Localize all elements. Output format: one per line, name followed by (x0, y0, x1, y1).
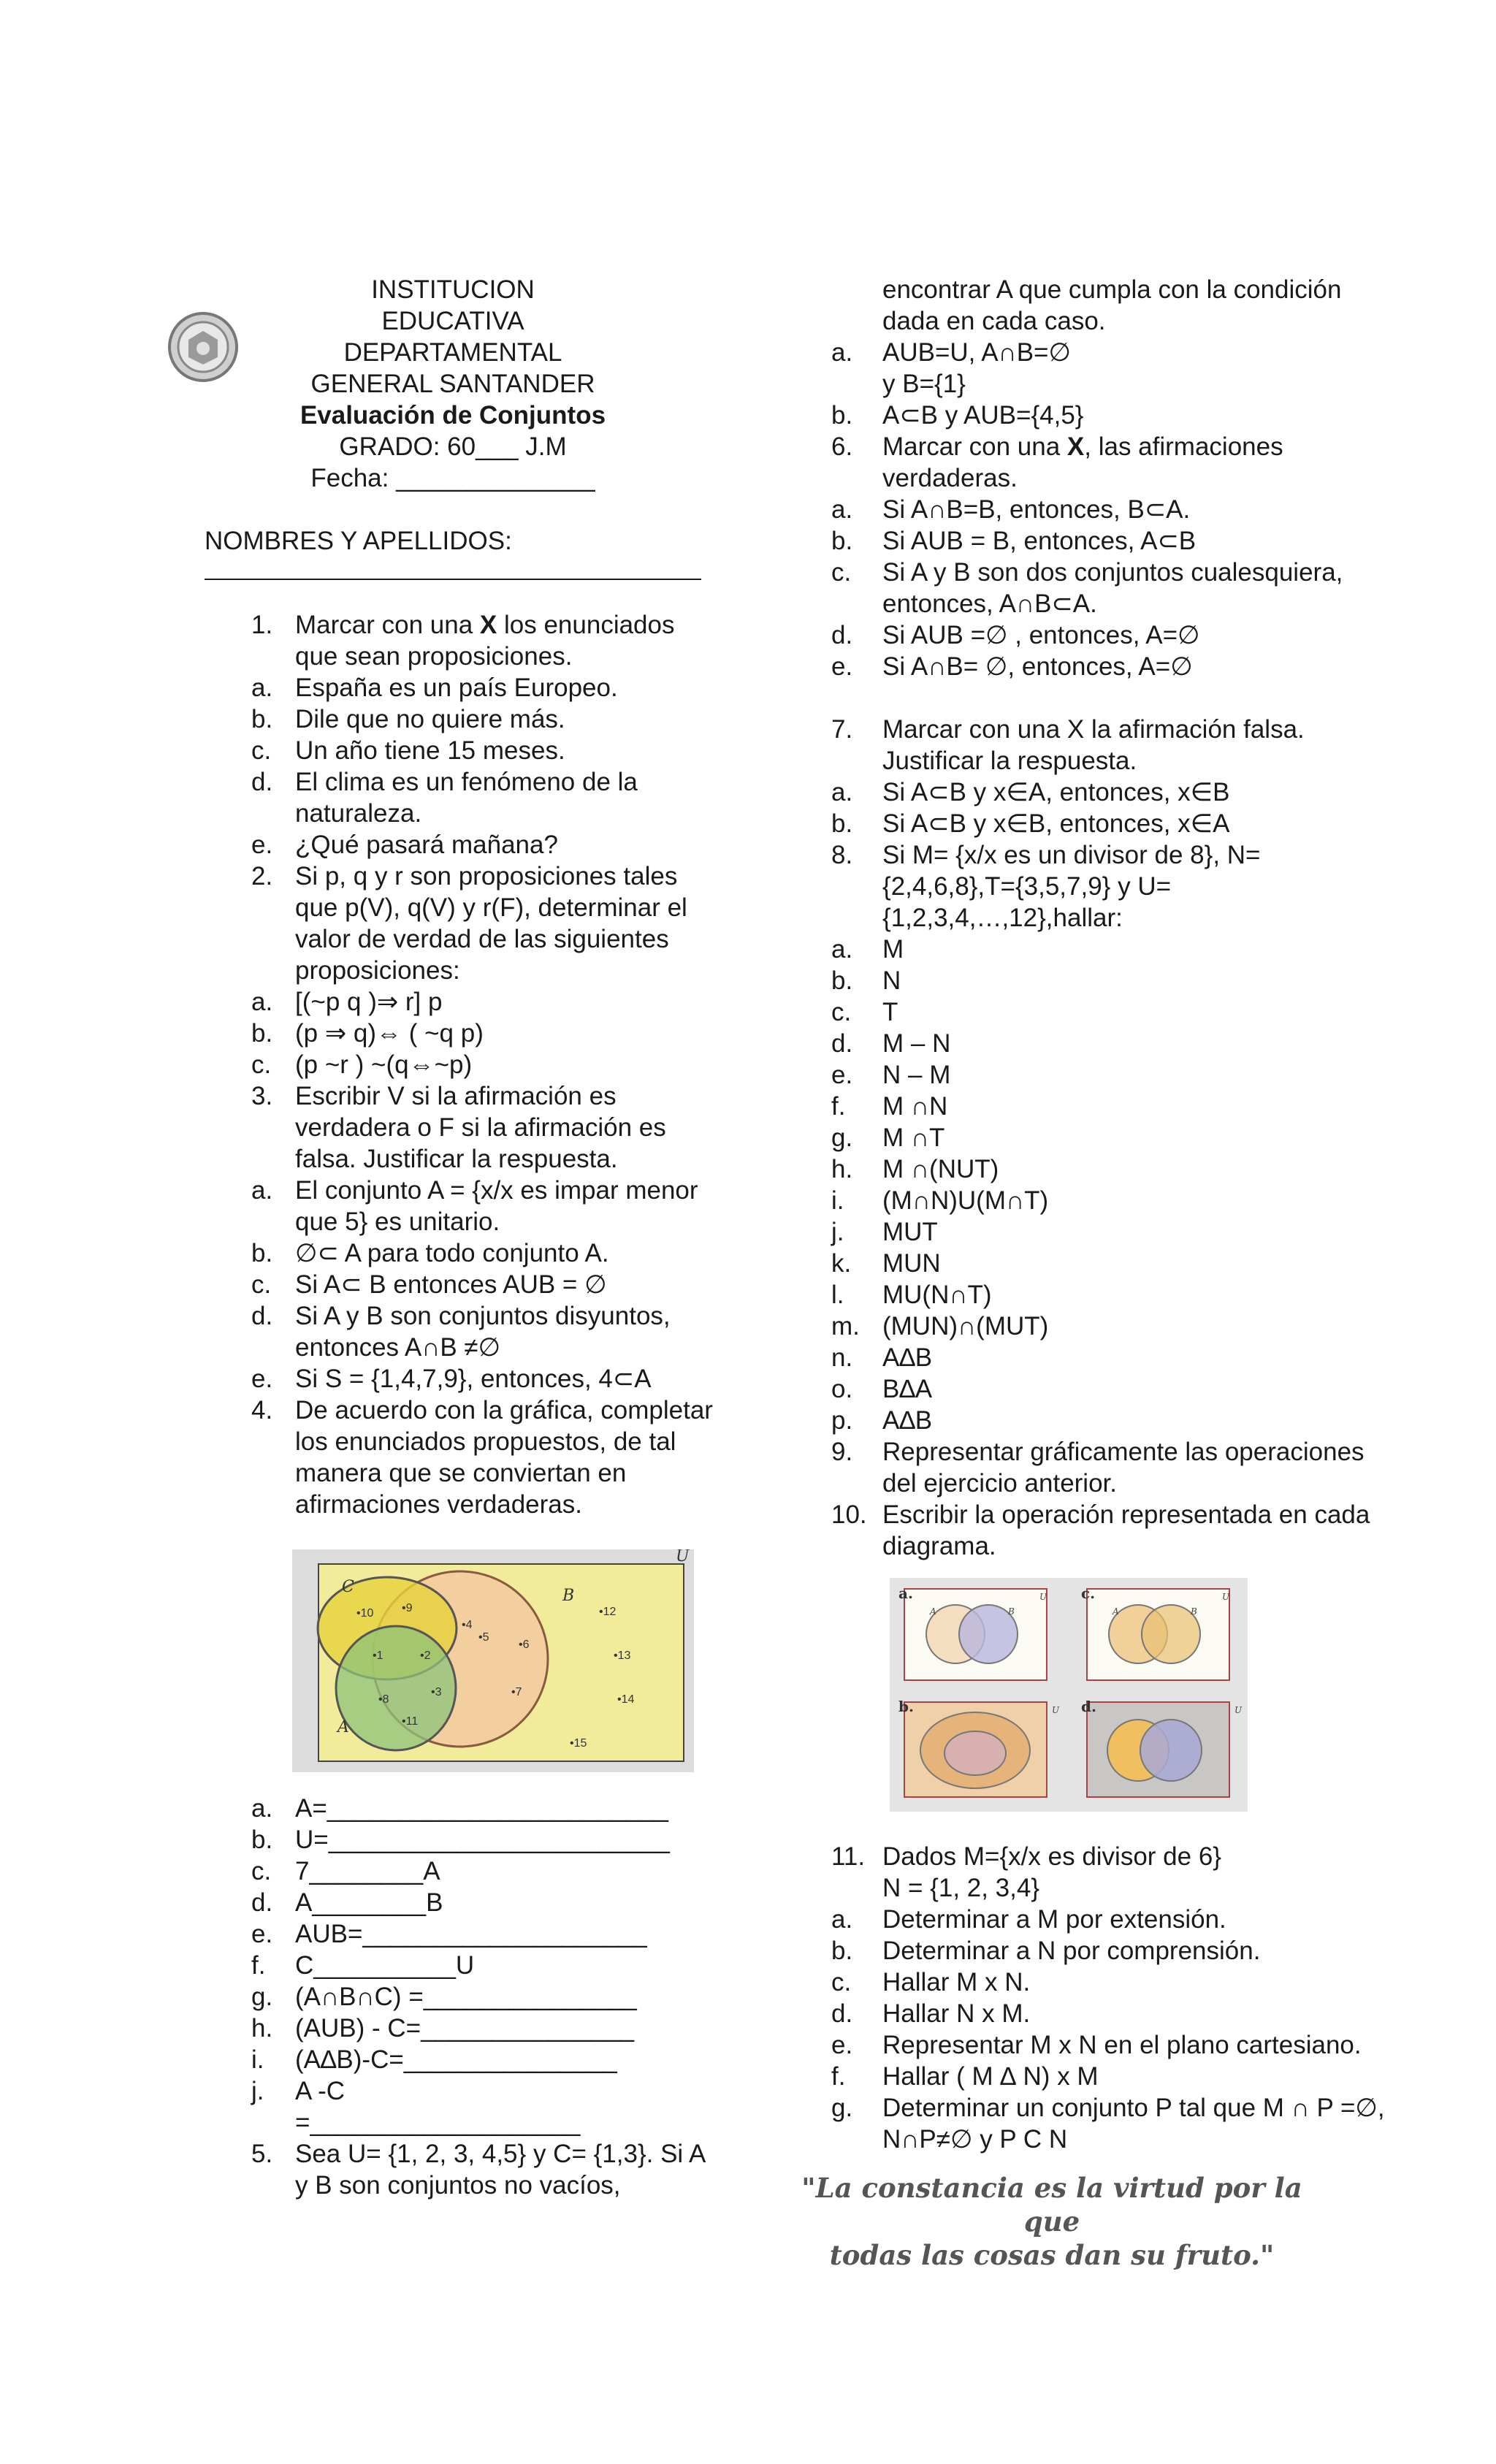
diagram-text: •10 (356, 1607, 374, 1620)
item-label: j. (251, 2077, 264, 2105)
item-label: k. (831, 1249, 852, 1278)
list-item (205, 1887, 716, 1918)
item-label: 5. (251, 2140, 273, 2168)
item-text: Si A y B son conjuntos disyuntos, entonces A∩B ≠∅ (295, 1302, 671, 1362)
question-6 (831, 431, 1386, 494)
item-text: A∆B (882, 1343, 933, 1372)
diagram-text: •8 (378, 1693, 389, 1706)
diagram-label-b: b. (898, 1698, 914, 1715)
item-label: 7. (831, 715, 853, 744)
list-item (205, 1918, 716, 1950)
item-label: e. (831, 2031, 853, 2059)
list-item (831, 2029, 1386, 2061)
item-label: a. (831, 1905, 853, 1934)
item-label: b. (831, 966, 853, 995)
list-item (205, 735, 716, 766)
left-column (205, 274, 716, 2201)
item-text: ∅⊂ A para todo conjunto A. (295, 1239, 609, 1267)
item-text: (MUN)∩(MUT) (882, 1312, 1049, 1340)
item-text: Marcar con una X, las afirmaciones verdaderas. (882, 432, 1283, 492)
list-item (831, 619, 1386, 651)
list-item (831, 1185, 1386, 1216)
item-text: (p ⇒ q)⇔ ( ~q p) (295, 1019, 484, 1048)
item-label: h. (831, 1155, 853, 1183)
list-item (205, 672, 716, 703)
list-item (205, 766, 716, 829)
list-item (205, 1269, 716, 1300)
list-item (831, 996, 1386, 1028)
item-label: 9. (831, 1438, 853, 1466)
list-item (831, 1248, 1386, 1279)
diagram-text: •5 (478, 1631, 489, 1644)
item-text: (A∩B∩C) =_______________ (295, 1983, 637, 2011)
diagram-text: •9 (402, 1602, 413, 1614)
item-text: Marcar con una X la afirmación falsa. Justificar la respuesta. (882, 715, 1305, 775)
school-name-line-3: GENERAL SANTANDER (310, 370, 595, 398)
diagram-text: •13 (614, 1649, 631, 1662)
item-text: M ∩T (882, 1124, 945, 1152)
item-text: (AUB) - C=_______________ (295, 2014, 635, 2042)
item-text: Si A⊂ B entonces AUB = ∅ (295, 1270, 607, 1299)
question-4 (205, 1395, 716, 1520)
item-label: c. (831, 998, 852, 1026)
item-label: 6. (831, 432, 853, 461)
item-label: i. (251, 2045, 264, 2074)
item-label: d. (251, 1888, 273, 1917)
list-item (831, 1153, 1386, 1185)
venn-diagram (292, 1549, 694, 1772)
item-text: N – M (882, 1061, 951, 1089)
diagram-text: U (1222, 1592, 1230, 1602)
item-label: f. (831, 1092, 846, 1121)
item-label: o. (831, 1375, 853, 1403)
venn-label-b: B (562, 1587, 575, 1605)
item-text: MUT (882, 1218, 938, 1246)
list-item (831, 1342, 1386, 1373)
diagram-text: •4 (462, 1619, 473, 1631)
diagram-text: A (930, 1606, 936, 1617)
item-text: MU(N∩T) (882, 1281, 992, 1309)
list-item (831, 2061, 1386, 2092)
item-text: Hallar M x N. (882, 1968, 1031, 1996)
item-label: e. (251, 1920, 273, 1948)
item-label: d. (831, 1029, 853, 1058)
question-8 (831, 839, 1386, 934)
diagram-text: •12 (599, 1606, 617, 1618)
list-item (831, 557, 1386, 619)
item-label: a. (251, 1794, 273, 1823)
question-2 (205, 861, 716, 986)
item-label: d. (251, 768, 273, 796)
question-7 (831, 714, 1386, 777)
item-label: 2. (251, 862, 273, 890)
item-label: a. (251, 1176, 273, 1205)
item-label: 3. (251, 1082, 273, 1110)
list-item (831, 808, 1386, 839)
question-5-continued: encontrar A que cumpla con la condición dada en cada caso. (882, 275, 1342, 335)
list-item (205, 2044, 716, 2075)
item-text: Si AUB = B, entonces, A⊂B (882, 527, 1197, 555)
list-item (831, 368, 1386, 400)
diagram-text: B (1008, 1606, 1015, 1617)
list-item (205, 1300, 716, 1363)
grado-field: GRADO: 60___ J.M (339, 432, 567, 461)
item-label: n. (831, 1343, 853, 1372)
item-label (831, 1872, 882, 1904)
item-text: Si AUB =∅ , entonces, A=∅ (882, 621, 1200, 649)
item-label: a. (251, 988, 273, 1016)
venn-label-a: A (337, 1718, 349, 1736)
item-text: Escribir V si la afirmación es verdadera o F si la afirmación es falsa. Justificar la respuesta. (295, 1082, 666, 1173)
item-label: g. (831, 1124, 853, 1152)
item-label: l. (831, 1281, 844, 1309)
list-item (205, 1049, 716, 1080)
list-item (831, 965, 1386, 996)
item-label: a. (251, 674, 273, 702)
item-text: Dados M={x/x es divisor de 6} (882, 1842, 1221, 1871)
item-text: Representar gráficamente las operaciones del ejercicio anterior. (882, 1438, 1365, 1498)
item-text: Hallar ( M ∆ N) x M (882, 2062, 1099, 2091)
item-label: e. (831, 1061, 853, 1089)
item-text: España es un país Europeo. (295, 674, 618, 702)
item-text: Representar M x N en el plano cartesiano. (882, 2031, 1362, 2059)
list-item (205, 829, 716, 861)
item-label: e. (831, 652, 853, 681)
item-label (205, 2107, 295, 2138)
item-label: 4. (251, 1396, 273, 1424)
question-9 (831, 1436, 1386, 1499)
item-text: Si A⊂B y x∈B, entonces, x∈A (882, 809, 1230, 838)
item-text: Si S = {1,4,7,9}, entonces, 4⊂A (295, 1365, 652, 1393)
list-item (831, 777, 1386, 808)
item-text: Si A⊂B y x∈A, entonces, x∈B (882, 778, 1230, 806)
diagram-text: •11 (402, 1715, 419, 1728)
item-text: Determinar a N por comprensión. (882, 1937, 1261, 1965)
list-item (831, 1216, 1386, 1248)
question-5 (205, 2138, 716, 2201)
item-label: b. (831, 527, 853, 555)
school-header (299, 274, 606, 494)
list-item (831, 1311, 1386, 1342)
item-label: p. (831, 1406, 853, 1435)
list-item (831, 1967, 1386, 1998)
list-item (831, 1091, 1386, 1122)
item-label: a. (831, 778, 853, 806)
item-text: y B={1} (882, 370, 966, 398)
item-label: e. (251, 831, 273, 859)
question-3 (205, 1080, 716, 1175)
diagram-label-c: c. (1081, 1584, 1096, 1602)
diagram-text: A (1113, 1606, 1119, 1617)
item-label: c. (251, 1857, 272, 1885)
list-item (831, 494, 1386, 525)
list-item (831, 651, 1386, 682)
list-item (831, 400, 1386, 431)
diagram-text: U (1039, 1592, 1047, 1602)
item-text: De acuerdo con la gráfica, completar los enunciados propuestos, de tal manera que se conviertan en afirmaciones verdaderas. (295, 1396, 713, 1519)
item-text: Si p, q y r son proposiciones tales que p(V), q(V) y r(F), determinar el valor de verdad de las siguientes proposiciones: (295, 862, 687, 985)
item-text: N (882, 966, 901, 995)
question-11 (831, 1841, 1386, 1872)
diagram-label-a: a. (898, 1584, 913, 1602)
item-label (831, 274, 882, 337)
item-text: Determinar un conjunto P tal que M ∩ P =∅, N∩P≠∅ y P C N (882, 2094, 1385, 2154)
item-label: 1. (251, 611, 273, 639)
diagram-text: U (1234, 1705, 1243, 1715)
list-item (205, 2075, 716, 2107)
item-label: c. (831, 1968, 852, 1996)
item-text: M ∩(NUT) (882, 1155, 999, 1183)
item-label: d. (251, 1302, 273, 1330)
item-label: f. (251, 1951, 266, 1980)
item-label: b. (251, 1239, 273, 1267)
item-text: Marcar con una X los enunciados que sean proposiciones. (295, 611, 675, 671)
school-name-line-2: DEPARTAMENTAL (343, 338, 562, 367)
item-text: Si A∩B= ∅, entonces, A=∅ (882, 652, 1193, 681)
item-text: A⊂B y AUB={4,5} (882, 401, 1084, 430)
item-label: g. (831, 2094, 853, 2122)
item-label: d. (831, 621, 853, 649)
item-label: b. (831, 401, 853, 430)
item-text: (A∆B)-C=_______________ (295, 2045, 617, 2074)
item-text: Si A y B son dos conjuntos cualesquiera, entonces, A∩B⊂A. (882, 558, 1343, 618)
school-name-line-1: INSTITUCION EDUCATIVA (371, 275, 535, 335)
diagram-text: B (1191, 1606, 1197, 1617)
item-label: b. (251, 705, 273, 733)
item-label: c. (251, 1270, 272, 1299)
diagram-text: •1 (373, 1649, 383, 1662)
item-text: El clima es un fenómeno de la naturaleza. (295, 768, 638, 828)
list-item (831, 1998, 1386, 2029)
list-item (831, 1279, 1386, 1311)
item-text: A=________________________ (295, 1794, 668, 1823)
item-text: El conjunto A = {x/x es impar menor que 5} es unitario. (295, 1176, 698, 1236)
list-item (831, 1059, 1386, 1091)
item-text: ¿Qué pasará mañana? (295, 831, 558, 859)
item-label: 10. (831, 1500, 867, 1529)
item-text: Dile que no quiere más. (295, 705, 565, 733)
item-label: 8. (831, 841, 853, 869)
item-text: C__________U (295, 1951, 475, 1980)
list-item (205, 1237, 716, 1269)
list-item (205, 2107, 716, 2138)
question-10 (831, 1499, 1386, 1562)
item-text: [(~p q )⇒ r] p (295, 988, 443, 1016)
question-11-sub: N = {1, 2, 3,4} (882, 1874, 1040, 1902)
diagram-text: U (1052, 1705, 1060, 1715)
item-label: a. (831, 935, 853, 964)
item-label: c. (251, 1050, 272, 1079)
closing-quote: "La constancia es la virtud por la que todas las cosas dan su fruto." (801, 2172, 1302, 2271)
list-item (205, 1363, 716, 1395)
item-text: 7________A (295, 1857, 440, 1885)
venn-label-c: C (342, 1578, 354, 1596)
item-text: A________B (295, 1888, 443, 1917)
list-item (205, 1175, 716, 1237)
question-1 (205, 609, 716, 672)
diagram-text: •3 (431, 1686, 442, 1698)
list-item (831, 2092, 1386, 2155)
list-item (831, 337, 1386, 368)
list-item (831, 1122, 1386, 1153)
list-item (205, 2013, 716, 2044)
list-item (831, 525, 1386, 557)
item-text: B∆A (882, 1375, 933, 1403)
item-label: a. (831, 338, 853, 367)
item-label: h. (251, 2014, 273, 2042)
list-item (831, 1935, 1386, 1967)
item-text: Hallar N x M. (882, 1999, 1031, 2028)
item-label: b. (831, 1937, 853, 1965)
item-label: m. (831, 1312, 860, 1340)
list-item (205, 1950, 716, 1981)
item-text: Si A∩B=B, entonces, B⊂A. (882, 495, 1191, 524)
item-text: U=________________________ (295, 1826, 670, 1854)
list-item (831, 1405, 1386, 1436)
list-item (205, 1018, 716, 1049)
item-label: b. (251, 1826, 273, 1854)
list-item (831, 1028, 1386, 1059)
list-item (831, 1904, 1386, 1935)
item-label: j. (831, 1218, 844, 1246)
diagram-text: •2 (420, 1649, 431, 1662)
item-text: =___________________ (295, 2108, 581, 2137)
list-item (205, 703, 716, 735)
item-label: b. (251, 1019, 273, 1048)
diagram-text: •14 (617, 1693, 635, 1706)
item-text: (M∩N)U(M∩T) (882, 1186, 1049, 1215)
item-label: c. (251, 736, 272, 765)
item-text: Si M= {x/x es un divisor de 8}, N={2,4,6,8},T={3,5,7,9} y U={1,2,3,4,…,12},hallar: (882, 841, 1261, 932)
list-item (205, 1981, 716, 2013)
item-text: M (882, 935, 904, 964)
item-text: AUB=____________________ (295, 1920, 647, 1948)
item-text: A∆B (882, 1406, 933, 1435)
item-text: M – N (882, 1029, 951, 1058)
item-text: M ∩N (882, 1092, 948, 1121)
item-text: MUN (882, 1249, 941, 1278)
item-text: (p ~r ) ~(q⇔~p) (295, 1050, 473, 1079)
item-text: Sea U= {1, 2, 3, 4,5} y C= {1,3}. Si A y B son conjuntos no vacíos, (295, 2140, 705, 2200)
page-title: Evaluación de Conjuntos (299, 401, 606, 430)
list-item (205, 1824, 716, 1855)
item-label: f. (831, 2062, 846, 2091)
nombres-label: NOMBRES Y APELLIDOS: (205, 527, 512, 555)
item-text: Un año tiene 15 meses. (295, 736, 565, 765)
item-label: i. (831, 1186, 844, 1215)
item-label: d. (831, 1999, 853, 2028)
diagram-text: •15 (570, 1737, 587, 1750)
item-text: AUB=U, A∩B=∅ (882, 338, 1071, 367)
diagram-text: •7 (511, 1686, 522, 1698)
operation-diagrams (890, 1578, 1248, 1812)
item-label: g. (251, 1983, 273, 2011)
item-label: a. (831, 495, 853, 524)
item-text: Escribir la operación representada en cada diagrama. (882, 1500, 1370, 1560)
right-column (831, 274, 1386, 2155)
item-label: b. (831, 809, 853, 838)
item-text: T (882, 998, 898, 1026)
item-text: A -C (295, 2077, 346, 2105)
item-text: Determinar a M por extensión. (882, 1905, 1226, 1934)
venn-label-u: U (676, 1549, 690, 1565)
list-item (831, 934, 1386, 965)
item-label: 11. (831, 1842, 866, 1871)
list-item (205, 1855, 716, 1887)
item-label (831, 368, 882, 400)
list-item (205, 986, 716, 1018)
list-item (205, 1793, 716, 1824)
nombres-line[interactable] (205, 557, 701, 580)
diagram-text: •6 (519, 1639, 530, 1651)
item-label: c. (831, 558, 852, 587)
item-label: e. (251, 1365, 273, 1393)
fecha-field: Fecha: ______________ (310, 464, 595, 492)
diagram-label-d: d. (1081, 1698, 1096, 1715)
list-item (831, 1373, 1386, 1405)
